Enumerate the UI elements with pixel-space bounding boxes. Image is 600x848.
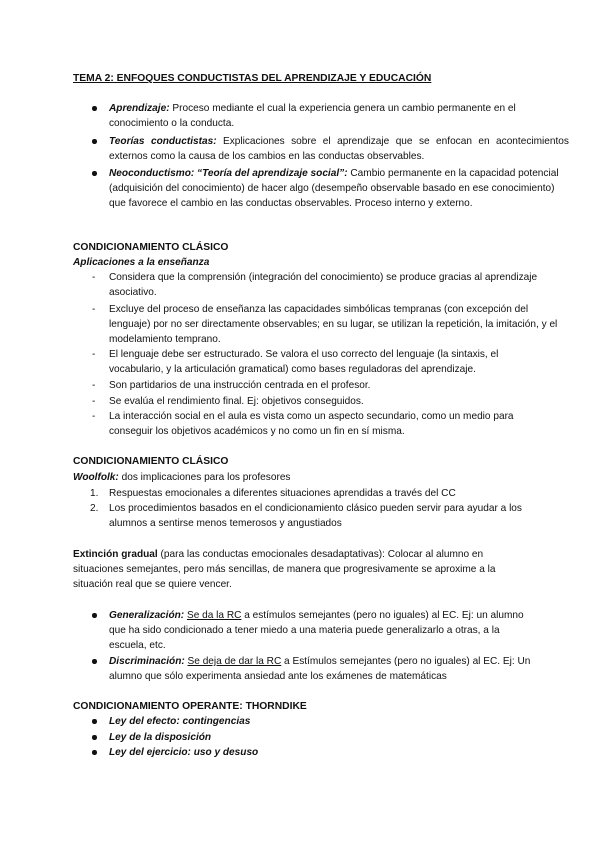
section-heading-clasico-2: CONDICIONAMIENTO CLÁSICO <box>73 456 229 467</box>
section-heading-clasico: CONDICIONAMIENTO CLÁSICO <box>73 242 229 253</box>
bullet-icon <box>92 714 98 729</box>
list-item: Ley del efecto: contingencias <box>109 716 251 727</box>
list-item: Considera que la comprensión (integración del conocimiento) se produce gracias al aprendizaje asociativo. <box>109 272 538 298</box>
list-item: Son partidarios de una instrucción centrada en el profesor. <box>109 380 371 391</box>
intro-item-neoconductismo <box>109 166 569 211</box>
list-number: 2. <box>90 503 99 514</box>
section-heading-operante: CONDICIONAMIENTO OPERANTE: THORNDIKE <box>73 701 307 712</box>
list-item: El lenguaje debe ser estructurado. Se valora el uso correcto del lenguaje (la sintaxis, el vocabulario, y la articulación gramatical) como bases reguladoras del aprendizaje. <box>109 349 499 375</box>
woolfolk-line <box>73 470 290 485</box>
list-item: La interacción social en el aula es vista como un aspecto secundario, como un medio para conseguir los objetivos académicos y no como un fin en sí misma. <box>109 411 514 437</box>
extincion-paragraph <box>73 547 533 592</box>
bullet-icon <box>92 166 98 181</box>
extincion-text: (para las conductas emocionales desadaptativas): Colocar al alumno en situaciones semejantes, pero más sencillas, de manera que progresivamente se aproxime a la situación real que se quiere vencer. <box>73 549 496 590</box>
dash-icon: - <box>92 380 96 391</box>
intro-term: Teorías conductistas: <box>109 136 217 147</box>
bullet-icon <box>92 101 98 116</box>
intro-text: Explicaciones sobre el aprendizaje que se enfocan en acontecimientos externos como la causa de los cambios en las conductas observables. <box>109 136 569 162</box>
author-name: Woolfolk: <box>73 472 119 483</box>
bullet-icon <box>92 745 98 760</box>
author-text: dos implicaciones para los profesores <box>118 472 291 483</box>
dash-icon: - <box>92 272 96 283</box>
item-term: Discriminación: <box>109 656 185 667</box>
extincion-term: Extinción gradual <box>73 549 158 560</box>
list-item: Ley de la disposición <box>109 732 212 743</box>
list-item: Ley del ejercicio: uso y desuso <box>109 747 259 758</box>
dash-icon: - <box>92 411 96 422</box>
item-term: Generalización: <box>109 610 185 621</box>
dash-icon: - <box>92 304 96 315</box>
dash-icon: - <box>92 396 96 407</box>
intro-term: Neoconductismo: “Teoría del aprendizaje social”: <box>109 168 348 179</box>
item-underlined: Se deja de dar la RC <box>187 656 282 667</box>
generalizacion-item <box>109 608 534 653</box>
numbered-item: Respuestas emocionales a diferentes situaciones aprendidas a través del CC <box>109 488 456 499</box>
bullet-icon <box>92 654 98 669</box>
item-text: a Estímulos semejantes (pero no iguales) al EC. Ej: Un alumno que sólo experimenta ansiedad ante los exámenes de matemáticas <box>109 656 531 682</box>
page-title: TEMA 2: ENFOQUES CONDUCTISTAS DEL APRENDIZAJE Y EDUCACIÓN <box>73 73 432 84</box>
dash-icon: - <box>92 349 96 360</box>
intro-item-aprendizaje <box>109 101 569 131</box>
bullet-icon <box>92 134 98 149</box>
intro-term: Aprendizaje: <box>109 103 170 114</box>
intro-text: Proceso mediante el cual la experiencia genera un cambio permanente en el conocimiento o la conducta. <box>109 103 516 129</box>
discriminacion-item <box>109 654 534 684</box>
item-text: a estímulos semejantes (pero no iguales) al EC. Ej: un alumno que ha sido condicionado a tener miedo a una materia puede generalizarlo a otras, a la escuela, etc. <box>109 610 524 651</box>
section-subheading: Aplicaciones a la enseñanza <box>73 257 210 268</box>
list-number: 1. <box>90 488 99 499</box>
numbered-item: Los procedimientos basados en el condicionamiento clásico pueden servir para ayudar a los alumnos a sentirse menos temerosos y angustiados <box>109 503 522 529</box>
bullet-icon <box>92 730 98 745</box>
intro-text: Cambio permanente en la capacidad potencial (adquisición del conocimiento) de hacer algo (desempeño observable basado en ese conocimiento) que favorece el cambio en las conductas observables. Proceso interno y externo. <box>109 168 559 209</box>
list-item: Excluye del proceso de enseñanza las capacidades simbólicas tempranas (con excepción del lenguaje) por no ser directamente observables; en su lugar, se utilizan la repetición, la imitación, y el modelamiento temprano. <box>109 304 558 345</box>
item-underlined: Se da la RC <box>186 610 242 621</box>
intro-item-teorias <box>109 134 569 164</box>
bullet-icon <box>92 608 98 623</box>
list-item: Se evalúa el rendimiento final. Ej: objetivos conseguidos. <box>109 396 364 407</box>
